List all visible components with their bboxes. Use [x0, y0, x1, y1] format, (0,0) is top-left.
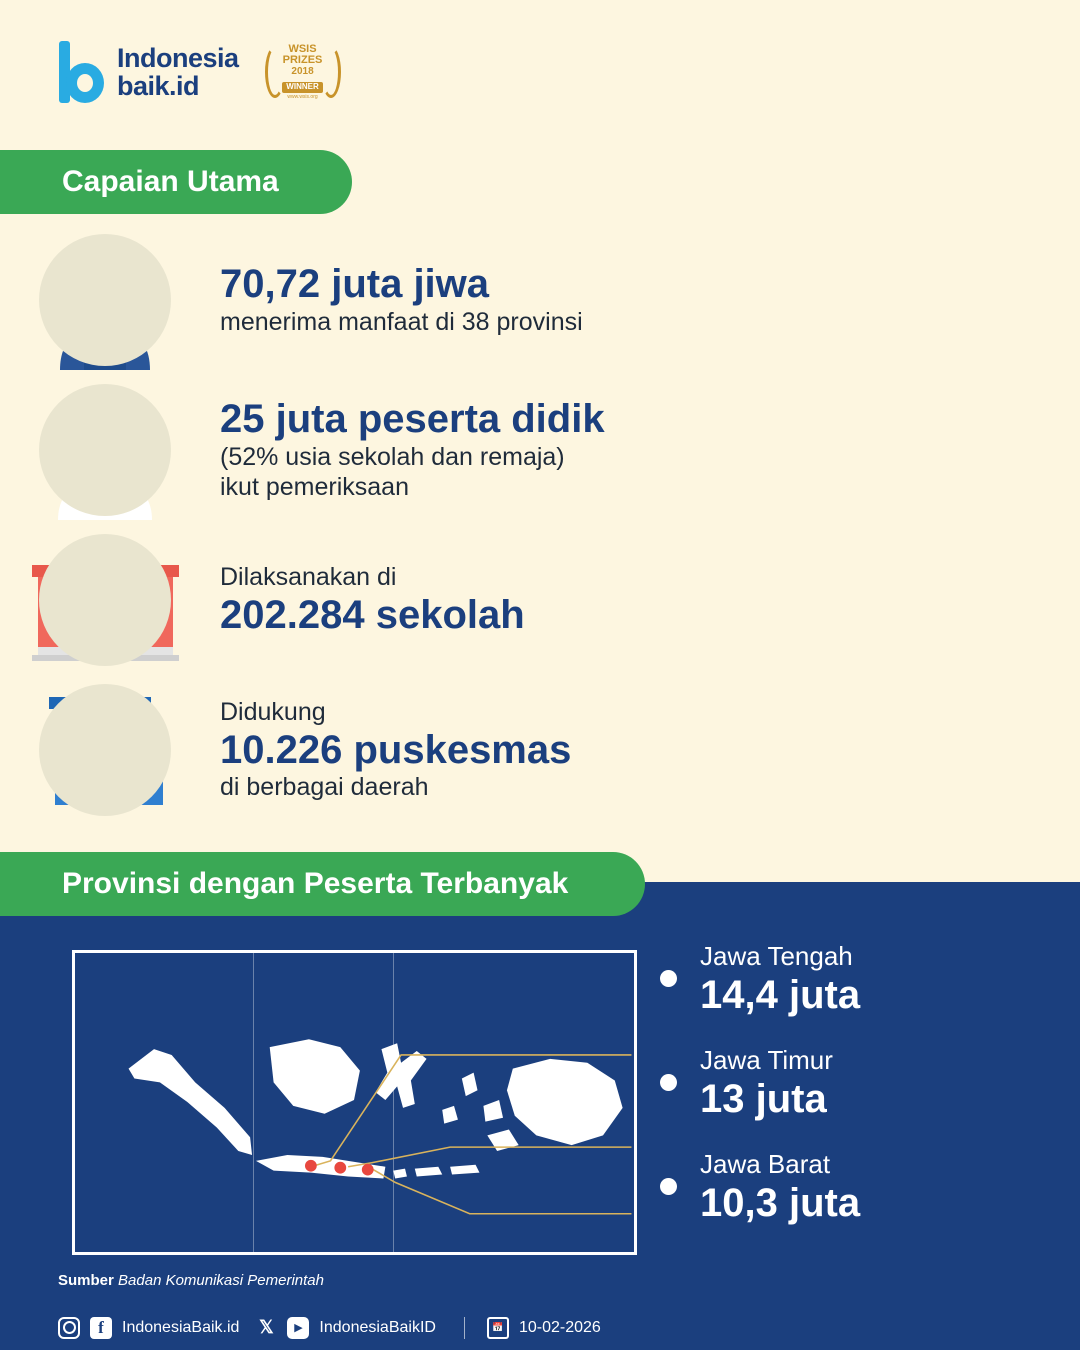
award-line1: WSIS [288, 42, 317, 55]
stat-caption-2: ikut pemeriksaan [220, 473, 409, 502]
province-callout [700, 942, 1060, 1018]
stats-list [0, 225, 1080, 825]
student-icon [0, 375, 210, 525]
social-handle-2[interactable]: IndonesiaBaikID [319, 1318, 436, 1336]
award-line3: 2018 [291, 65, 314, 77]
brand-name-line2: baik.id [117, 71, 200, 101]
x-twitter-icon[interactable]: 𝕏 [259, 1317, 274, 1337]
section-title-capaian-utama: Capaian Utama [0, 150, 352, 214]
source-value: Badan Komunikasi Pemerintah [118, 1272, 324, 1289]
province-callouts [700, 942, 1060, 1254]
brand-name [117, 44, 239, 101]
stat-text [210, 697, 571, 803]
indonesiabaik-logo-icon [55, 41, 103, 103]
stat-value: 10.226 puskesmas [220, 727, 572, 772]
stat-value: 70,72 juta jiwa [220, 262, 490, 307]
calendar-icon: 📅 [487, 1317, 509, 1339]
map-marker-jawa-tengah [334, 1162, 346, 1174]
brand-name-line1: Indonesia [117, 42, 239, 73]
province-name: Jawa Barat [700, 1148, 831, 1179]
social-handle-1[interactable]: IndonesiaBaik.id [122, 1318, 240, 1336]
province-callout [700, 1046, 1060, 1122]
publish-date: 10-02-2026 [518, 1318, 601, 1336]
stat-caption-2: di berbagai daerah [220, 773, 429, 802]
stat-item [0, 525, 1080, 675]
stat-value: 202.284 sekolah [220, 592, 525, 637]
award-line5: www.wsis.org [287, 94, 318, 101]
province-name: Jawa Timur [700, 1044, 833, 1075]
province-name: Jawa Tengah [700, 941, 853, 971]
footer-divider [464, 1317, 465, 1339]
stat-text [210, 397, 605, 503]
stat-item [0, 675, 1080, 825]
province-value: 13 juta [700, 1076, 827, 1121]
province-value: 14,4 juta [700, 972, 861, 1017]
brand-header [55, 40, 345, 104]
stat-text [210, 562, 525, 637]
puskesmas-icon [0, 675, 210, 825]
section-title-provinsi: Provinsi dengan Peserta Terbanyak [0, 852, 645, 916]
youtube-icon[interactable]: ▶ [287, 1317, 309, 1339]
stat-text [210, 262, 583, 337]
award-line4: WINNER [282, 82, 322, 92]
person-icon [0, 225, 210, 375]
stat-item [0, 375, 1080, 525]
wsis-award-icon [261, 40, 345, 104]
stat-caption: Dilaksanakan di [220, 563, 397, 592]
footer-social-bar [0, 1305, 1080, 1350]
indonesia-map [72, 950, 637, 1255]
source-line [58, 1272, 324, 1289]
stat-item [0, 225, 1080, 375]
stat-value: 25 juta peserta didik [220, 397, 605, 442]
school-icon [0, 525, 210, 675]
instagram-icon[interactable] [58, 1317, 80, 1339]
facebook-icon[interactable]: f [90, 1317, 112, 1339]
map-shapes [75, 953, 634, 1252]
map-marker-jawa-timur [362, 1164, 374, 1176]
province-value: 10,3 juta [700, 1180, 861, 1225]
source-label: Sumber [58, 1272, 114, 1289]
stat-caption: (52% usia sekolah dan remaja) [220, 442, 565, 471]
province-callout [700, 1150, 1060, 1226]
map-marker-jawa-barat [305, 1160, 317, 1172]
stat-caption: Didukung [220, 698, 326, 727]
award-line2: PRIZES [282, 54, 323, 67]
stat-caption: menerima manfaat di 38 provinsi [220, 308, 583, 337]
